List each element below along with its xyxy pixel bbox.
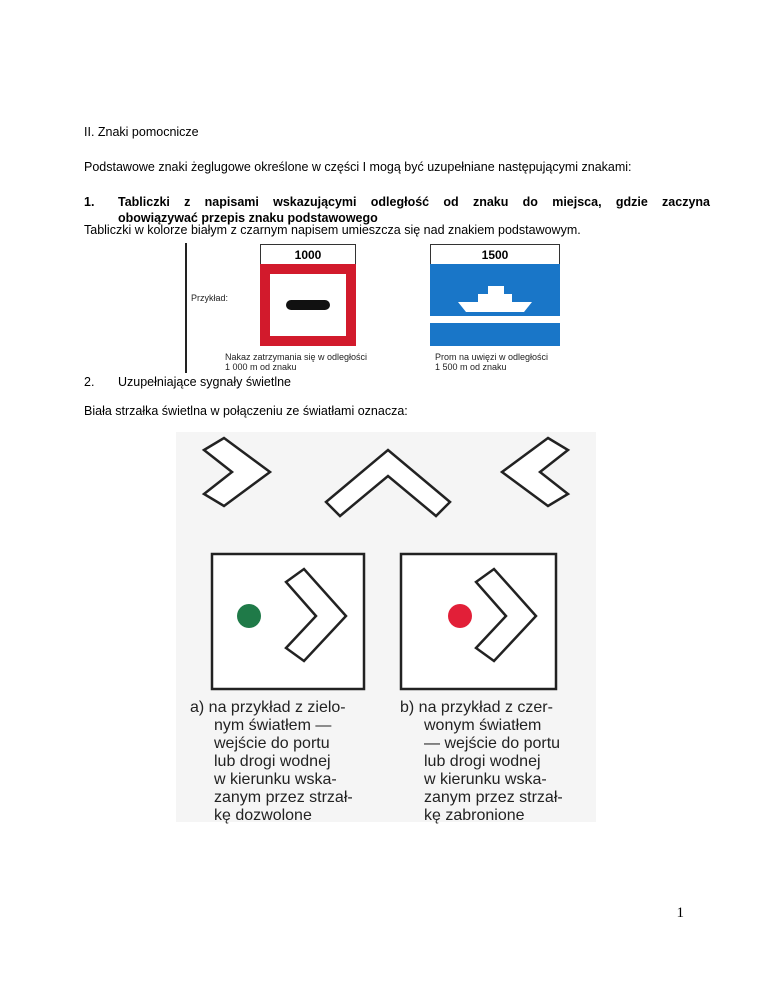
sign1-caption-line1: Nakaz zatrzymania się w odległości xyxy=(225,352,368,362)
caption-a-line: w kierunku wska- xyxy=(214,771,337,788)
sign2-caption-line1: Prom na uwięzi w odległości xyxy=(435,352,549,362)
item1-title-line2: obowiązywać przepis znaku podstawowego xyxy=(118,211,378,225)
ferry-sign xyxy=(430,244,560,346)
caption-b-line: kę zabronione xyxy=(424,807,525,824)
signal-panel-b xyxy=(401,554,556,689)
sign1-caption-line2: 1 000 m od znaku xyxy=(225,362,297,372)
arrow-up-icon xyxy=(326,450,450,516)
caption-b xyxy=(400,699,563,825)
caption-a-line: zanym przez strzał- xyxy=(214,789,353,806)
distance-plate-1000: 1000 xyxy=(260,244,356,266)
section-heading: II. Znaki pomocnicze xyxy=(84,125,199,139)
item1-paragraph: Tabliczki w kolorze białym z czarnym napisem umieszcza się nad znakiem podstawowym. xyxy=(84,223,581,237)
black-bar-icon xyxy=(286,300,330,310)
intro-paragraph: Podstawowe znaki żeglugowe określone w części I mogą być uzupełniane następującymi znakami: xyxy=(84,160,632,174)
caption-b-line: lub drogi wodnej xyxy=(424,753,541,770)
item2-title: Uzupełniające sygnały świetlne xyxy=(118,375,292,389)
item1-title-line1: Tabliczki z napisami wskazującymi odległość od znaku do miejsca, gdzie zaczyna xyxy=(118,195,710,209)
caption-a-line: lub drogi wodnej xyxy=(214,753,331,770)
arrow-left-icon xyxy=(502,438,568,506)
caption-b-line: b) na przykład z czer- xyxy=(400,699,553,716)
arrow-right-icon xyxy=(204,438,270,506)
red-light-icon xyxy=(448,604,472,628)
caption-a-line: nym światłem — xyxy=(214,717,332,734)
example-label: Przykład: xyxy=(191,293,229,303)
figure-light-signals xyxy=(176,432,596,822)
caption-a-line: a) na przykład z zielo- xyxy=(190,699,346,716)
figure-distance-signs xyxy=(185,243,582,373)
sign-white-field xyxy=(270,274,346,336)
page-number: 1 xyxy=(676,905,684,921)
caption-a-line: kę dozwolone xyxy=(214,807,312,824)
caption-b-line: w kierunku wska- xyxy=(424,771,547,788)
caption-b-line: wonym światłem xyxy=(424,717,542,734)
red-sign-border xyxy=(260,264,356,346)
item2-number: 2. xyxy=(84,375,95,389)
green-light-icon xyxy=(237,604,261,628)
stop-sign xyxy=(260,244,356,346)
item1-number: 1. xyxy=(84,195,95,209)
caption-b-line: — wejście do portu xyxy=(424,735,561,752)
ferry-icon xyxy=(430,264,560,346)
item2-paragraph: Biała strzałka świetlna w połączeniu ze światłami oznacza: xyxy=(84,404,408,418)
figure-margin-line xyxy=(185,243,187,373)
caption-a-line: wejście do portu xyxy=(214,735,330,752)
caption-b-line: zanym przez strzał- xyxy=(424,789,563,806)
sign2-caption-line2: 1 500 m od znaku xyxy=(435,362,507,372)
caption-a xyxy=(190,699,353,825)
distance-plate-1500: 1500 xyxy=(430,244,560,266)
